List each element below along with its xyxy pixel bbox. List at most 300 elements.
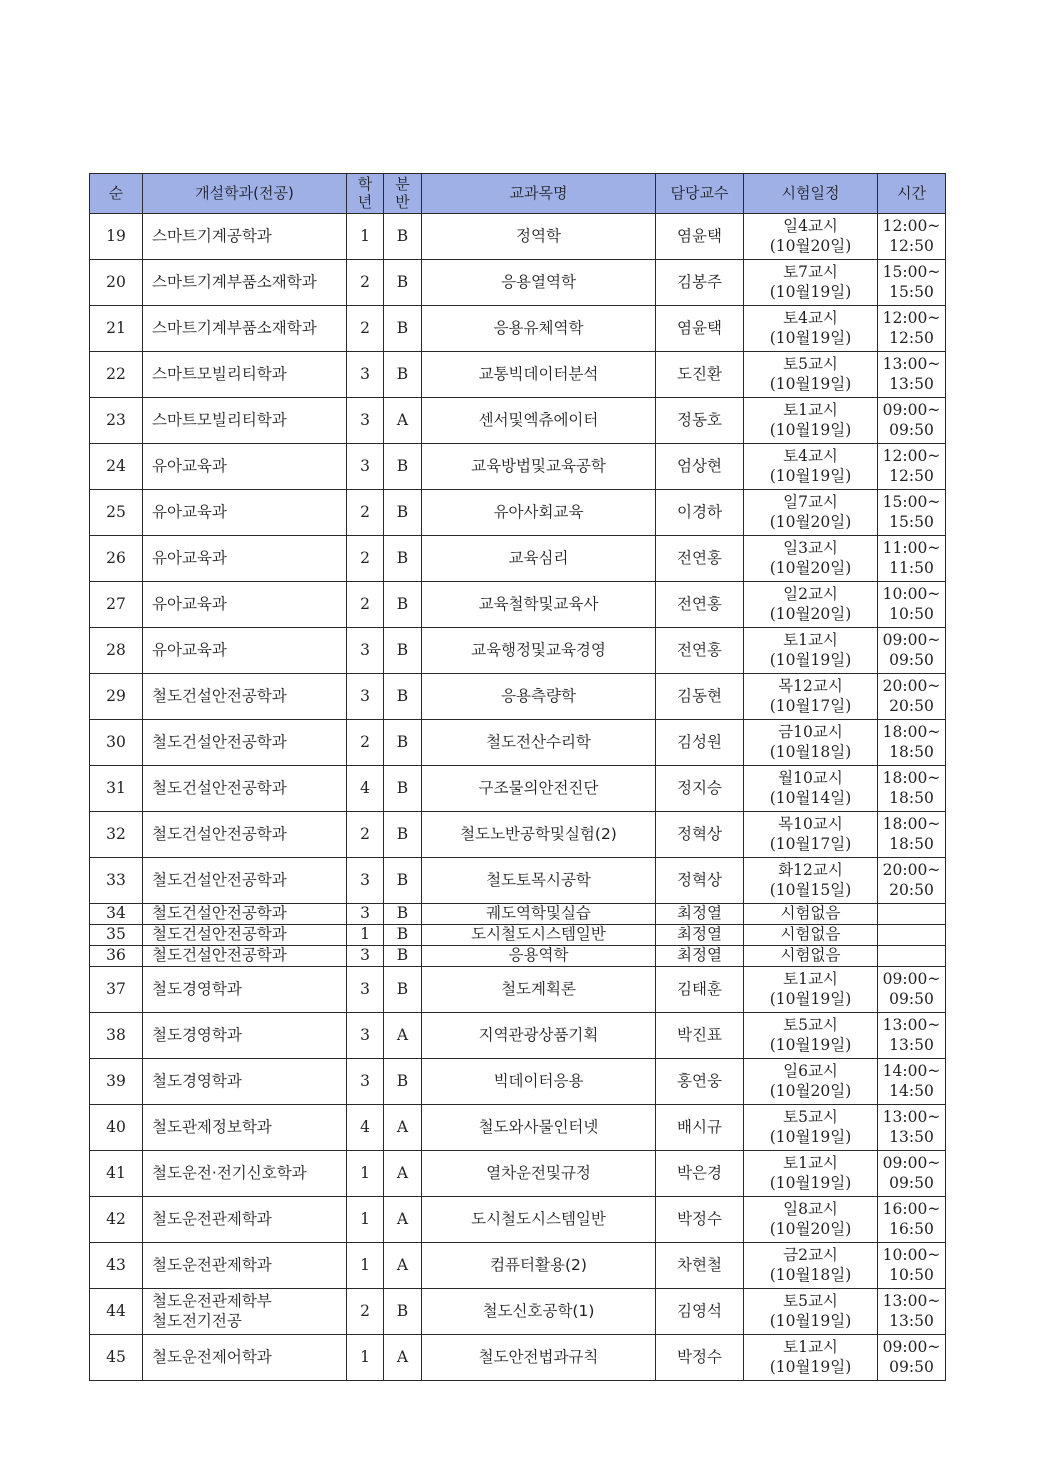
- cell-section: B: [384, 260, 422, 306]
- exam-line: 일7교시: [783, 493, 838, 512]
- cell-no: 41: [90, 1151, 143, 1197]
- cell-section: A: [384, 1013, 422, 1059]
- dept-line: 철도경영학과: [152, 979, 242, 998]
- cell-no: 25: [90, 490, 143, 536]
- header-row: [90, 174, 946, 214]
- cell-course: 응용측량학: [422, 674, 656, 720]
- cell-professor: 박진표: [656, 1013, 744, 1059]
- table-row: [90, 536, 946, 582]
- exam-line: (10월19일): [769, 374, 852, 393]
- time-line: 09:00~: [882, 631, 941, 650]
- cell-exam-schedule: [744, 214, 878, 260]
- dept-line: 철도건설안전공학과: [152, 686, 287, 705]
- cell-dept: [143, 766, 347, 812]
- dept-line: 철도경영학과: [152, 1071, 242, 1090]
- cell-section: B: [384, 536, 422, 582]
- table-row: [90, 398, 946, 444]
- cell-course: 도시철도시스템일반: [422, 925, 656, 946]
- cell-professor: 전연홍: [656, 536, 744, 582]
- time-line: 14:00~: [882, 1062, 941, 1081]
- time-line: 13:50: [889, 1311, 934, 1330]
- cell-professor: 최정열: [656, 946, 744, 967]
- cell-time: [878, 1197, 946, 1243]
- cell-time: [878, 490, 946, 536]
- time-line: 13:50: [889, 1127, 934, 1146]
- dept-line: 스마트모빌리티학과: [152, 410, 287, 429]
- cell-course: 궤도역학및실습: [422, 904, 656, 925]
- cell-no: 29: [90, 674, 143, 720]
- cell-year: 1: [347, 1335, 384, 1381]
- exam-line: 일4교시: [783, 217, 838, 236]
- cell-year: 2: [347, 1289, 384, 1335]
- time-line: 18:50: [889, 742, 934, 761]
- cell-professor: 김성원: [656, 720, 744, 766]
- cell-dept: [143, 1059, 347, 1105]
- cell-course: 빅데이터응용: [422, 1059, 656, 1105]
- exam-line: (10월20일): [769, 236, 852, 255]
- cell-exam-schedule: [744, 444, 878, 490]
- header-course: 교과목명: [422, 174, 656, 214]
- cell-exam-schedule: [744, 858, 878, 904]
- cell-dept: [143, 967, 347, 1013]
- cell-dept: [143, 925, 347, 946]
- exam-line: (10월14일): [769, 788, 852, 807]
- cell-dept: [143, 352, 347, 398]
- cell-dept: [143, 858, 347, 904]
- header-section: [384, 174, 422, 214]
- cell-exam-schedule: [744, 1151, 878, 1197]
- time-line: 16:00~: [882, 1200, 941, 1219]
- cell-time: [878, 858, 946, 904]
- cell-time: [878, 812, 946, 858]
- table-row: [90, 214, 946, 260]
- header-dept: 개설학과(전공): [143, 174, 347, 214]
- cell-course: 철도안전법과규칙: [422, 1335, 656, 1381]
- header-exam-schedule: 시험일정: [744, 174, 878, 214]
- header-section-line: 반: [395, 192, 410, 211]
- cell-exam-schedule: [744, 1335, 878, 1381]
- table-row: [90, 766, 946, 812]
- exam-line: 토5교시: [783, 1108, 838, 1127]
- cell-year: 2: [347, 812, 384, 858]
- exam-line: (10월19일): [769, 1357, 852, 1376]
- cell-time: [878, 536, 946, 582]
- cell-professor: 김영석: [656, 1289, 744, 1335]
- cell-year: 3: [347, 352, 384, 398]
- dept-line: 유아교육과: [152, 502, 227, 521]
- cell-course: 응용역학: [422, 946, 656, 967]
- cell-time: [878, 306, 946, 352]
- exam-line: (10월19일): [769, 1127, 852, 1146]
- dept-line: 스마트기계공학과: [152, 226, 272, 245]
- time-line: 12:50: [889, 328, 934, 347]
- time-line: 12:50: [889, 466, 934, 485]
- cell-professor: 전연홍: [656, 628, 744, 674]
- cell-professor: 김동현: [656, 674, 744, 720]
- cell-dept: [143, 582, 347, 628]
- cell-section: B: [384, 946, 422, 967]
- cell-no: 31: [90, 766, 143, 812]
- dept-line: 스마트기계부품소재학과: [152, 272, 317, 291]
- cell-exam-schedule: [744, 1197, 878, 1243]
- dept-line: 철도건설안전공학과: [152, 946, 287, 965]
- time-line: 10:00~: [882, 585, 941, 604]
- cell-year: 3: [347, 628, 384, 674]
- cell-time: [878, 766, 946, 812]
- cell-professor: 김봉주: [656, 260, 744, 306]
- dept-line: 철도건설안전공학과: [152, 732, 287, 751]
- table-row: [90, 260, 946, 306]
- cell-no: 43: [90, 1243, 143, 1289]
- cell-no: 38: [90, 1013, 143, 1059]
- cell-section: B: [384, 582, 422, 628]
- cell-section: A: [384, 398, 422, 444]
- time-line: 09:50: [889, 1357, 934, 1376]
- cell-no: 30: [90, 720, 143, 766]
- table-row: [90, 1059, 946, 1105]
- exam-line: (10월19일): [769, 420, 852, 439]
- cell-section: A: [384, 1335, 422, 1381]
- cell-course: 철도와사물인터넷: [422, 1105, 656, 1151]
- cell-exam-schedule: [744, 766, 878, 812]
- exam-line: 토1교시: [783, 401, 838, 420]
- cell-exam-schedule: [744, 1243, 878, 1289]
- exam-line: 목10교시: [778, 815, 843, 834]
- exam-line: (10월19일): [769, 989, 852, 1008]
- time-line: 14:50: [889, 1081, 934, 1100]
- table-row: [90, 490, 946, 536]
- cell-year: 3: [347, 858, 384, 904]
- time-line: 09:50: [889, 989, 934, 1008]
- time-line: 15:50: [889, 512, 934, 531]
- time-line: 18:00~: [882, 723, 941, 742]
- cell-exam-schedule: [744, 352, 878, 398]
- cell-section: B: [384, 306, 422, 352]
- cell-time: [878, 904, 946, 925]
- exam-line: (10월20일): [769, 604, 852, 623]
- cell-no: 24: [90, 444, 143, 490]
- cell-dept: [143, 1335, 347, 1381]
- cell-course: 센서및엑츄에이터: [422, 398, 656, 444]
- cell-year: 3: [347, 398, 384, 444]
- exam-line: (10월19일): [769, 466, 852, 485]
- time-line: 10:50: [889, 1265, 934, 1284]
- cell-time: [878, 444, 946, 490]
- exam-line: 화12교시: [778, 861, 843, 880]
- cell-professor: 전연홍: [656, 582, 744, 628]
- cell-exam-schedule: [744, 490, 878, 536]
- cell-section: B: [384, 1289, 422, 1335]
- cell-section: A: [384, 1105, 422, 1151]
- cell-professor: 도진환: [656, 352, 744, 398]
- cell-year: 3: [347, 1013, 384, 1059]
- cell-section: B: [384, 352, 422, 398]
- cell-exam-schedule: [744, 812, 878, 858]
- cell-year: 2: [347, 306, 384, 352]
- dept-line: 유아교육과: [152, 640, 227, 659]
- time-line: 10:50: [889, 604, 934, 623]
- cell-time: [878, 1335, 946, 1381]
- cell-dept: [143, 306, 347, 352]
- time-line: 09:50: [889, 650, 934, 669]
- time-line: 15:00~: [882, 493, 941, 512]
- exam-line: 토7교시: [783, 263, 838, 282]
- cell-course: 교육심리: [422, 536, 656, 582]
- time-line: 10:00~: [882, 1246, 941, 1265]
- cell-section: B: [384, 1059, 422, 1105]
- cell-dept: [143, 398, 347, 444]
- cell-professor: 엄상현: [656, 444, 744, 490]
- cell-exam-schedule: [744, 582, 878, 628]
- cell-course: 정역학: [422, 214, 656, 260]
- cell-course: 철도토목시공학: [422, 858, 656, 904]
- exam-line: (10월19일): [769, 1311, 852, 1330]
- cell-exam-schedule: [744, 946, 878, 967]
- time-line: 18:00~: [882, 815, 941, 834]
- cell-exam-schedule: [744, 536, 878, 582]
- time-line: 18:50: [889, 788, 934, 807]
- cell-no: 23: [90, 398, 143, 444]
- cell-no: 37: [90, 967, 143, 1013]
- cell-course: 교육행정및교육경영: [422, 628, 656, 674]
- cell-no: 36: [90, 946, 143, 967]
- exam-line: (10월19일): [769, 282, 852, 301]
- cell-section: B: [384, 812, 422, 858]
- cell-professor: 박은경: [656, 1151, 744, 1197]
- cell-time: [878, 674, 946, 720]
- cell-exam-schedule: [744, 967, 878, 1013]
- table-row: [90, 1289, 946, 1335]
- time-line: 09:00~: [882, 401, 941, 420]
- table-row: [90, 1151, 946, 1197]
- time-line: 11:50: [889, 558, 934, 577]
- time-line: 18:50: [889, 834, 934, 853]
- dept-line: 스마트모빌리티학과: [152, 364, 287, 383]
- time-line: 20:00~: [882, 677, 941, 696]
- exam-line: 금10교시: [778, 723, 843, 742]
- cell-dept: [143, 260, 347, 306]
- cell-year: 3: [347, 946, 384, 967]
- exam-line: (10월19일): [769, 1173, 852, 1192]
- cell-exam-schedule: [744, 1289, 878, 1335]
- cell-course: 철도전산수리학: [422, 720, 656, 766]
- cell-professor: 배시규: [656, 1105, 744, 1151]
- dept-line: 철도운전관제학과: [152, 1255, 272, 1274]
- exam-line: 시험없음: [780, 904, 841, 923]
- exam-line: (10월18일): [769, 1265, 852, 1284]
- time-line: 12:00~: [882, 309, 941, 328]
- cell-section: B: [384, 628, 422, 674]
- dept-line: 철도전기전공: [152, 1311, 242, 1330]
- table-row: [90, 444, 946, 490]
- dept-line: 철도운전·전기신호학과: [152, 1163, 307, 1182]
- table-row: [90, 306, 946, 352]
- cell-no: 39: [90, 1059, 143, 1105]
- header-professor: 담당교수: [656, 174, 744, 214]
- time-line: 09:50: [889, 420, 934, 439]
- cell-year: 2: [347, 260, 384, 306]
- exam-line: 토1교시: [783, 631, 838, 650]
- cell-year: 2: [347, 582, 384, 628]
- cell-course: 열차운전및규정: [422, 1151, 656, 1197]
- cell-exam-schedule: [744, 398, 878, 444]
- cell-year: 2: [347, 720, 384, 766]
- time-line: 18:00~: [882, 769, 941, 788]
- cell-time: [878, 1151, 946, 1197]
- cell-course: 철도노반공학및실험(2): [422, 812, 656, 858]
- table-row: [90, 628, 946, 674]
- cell-time: [878, 628, 946, 674]
- time-line: 11:00~: [882, 539, 941, 558]
- exam-line: 일2교시: [783, 585, 838, 604]
- table-row: [90, 1335, 946, 1381]
- exam-line: 토4교시: [783, 309, 838, 328]
- time-line: 13:50: [889, 1035, 934, 1054]
- exam-schedule-table: [89, 173, 946, 1381]
- cell-professor: 최정열: [656, 904, 744, 925]
- cell-no: 22: [90, 352, 143, 398]
- cell-exam-schedule: [744, 720, 878, 766]
- exam-line: (10월19일): [769, 1035, 852, 1054]
- exam-line: (10월17일): [769, 696, 852, 715]
- exam-line: 일3교시: [783, 539, 838, 558]
- dept-line: 철도건설안전공학과: [152, 904, 287, 923]
- cell-time: [878, 1289, 946, 1335]
- exam-line: 시험없음: [780, 925, 841, 944]
- cell-year: 1: [347, 925, 384, 946]
- cell-professor: 염윤택: [656, 214, 744, 260]
- time-line: 13:00~: [882, 1292, 941, 1311]
- cell-time: [878, 925, 946, 946]
- time-line: 20:00~: [882, 861, 941, 880]
- cell-time: [878, 260, 946, 306]
- cell-no: 34: [90, 904, 143, 925]
- cell-section: B: [384, 858, 422, 904]
- cell-no: 32: [90, 812, 143, 858]
- cell-dept: [143, 536, 347, 582]
- dept-line: 유아교육과: [152, 548, 227, 567]
- exam-line: (10월20일): [769, 512, 852, 531]
- cell-year: 1: [347, 1243, 384, 1289]
- cell-dept: [143, 674, 347, 720]
- cell-professor: 차현철: [656, 1243, 744, 1289]
- cell-professor: 최정열: [656, 925, 744, 946]
- cell-exam-schedule: [744, 1105, 878, 1151]
- time-line: 12:00~: [882, 447, 941, 466]
- header-no: 순: [90, 174, 143, 214]
- cell-exam-schedule: [744, 306, 878, 352]
- cell-time: [878, 967, 946, 1013]
- cell-course: 응용열역학: [422, 260, 656, 306]
- cell-exam-schedule: [744, 260, 878, 306]
- cell-course: 유아사회교육: [422, 490, 656, 536]
- time-line: 13:00~: [882, 1108, 941, 1127]
- cell-time: [878, 1243, 946, 1289]
- cell-no: 35: [90, 925, 143, 946]
- cell-course: 응용유체역학: [422, 306, 656, 352]
- time-line: 13:00~: [882, 1016, 941, 1035]
- cell-professor: 정혁상: [656, 812, 744, 858]
- exam-line: 금2교시: [783, 1246, 838, 1265]
- dept-line: 철도건설안전공학과: [152, 824, 287, 843]
- cell-dept: [143, 1197, 347, 1243]
- time-line: 09:00~: [882, 970, 941, 989]
- table-row: [90, 1197, 946, 1243]
- cell-exam-schedule: [744, 904, 878, 925]
- time-line: 13:50: [889, 374, 934, 393]
- cell-year: 1: [347, 1197, 384, 1243]
- cell-year: 3: [347, 967, 384, 1013]
- time-line: 15:00~: [882, 263, 941, 282]
- header-year: [347, 174, 384, 214]
- dept-line: 유아교육과: [152, 594, 227, 613]
- cell-no: 20: [90, 260, 143, 306]
- cell-no: 27: [90, 582, 143, 628]
- cell-year: 3: [347, 1059, 384, 1105]
- cell-dept: [143, 490, 347, 536]
- cell-course: 철도계획론: [422, 967, 656, 1013]
- cell-dept: [143, 1243, 347, 1289]
- exam-line: (10월18일): [769, 742, 852, 761]
- cell-section: B: [384, 925, 422, 946]
- cell-course: 교통빅데이터분석: [422, 352, 656, 398]
- cell-section: A: [384, 1151, 422, 1197]
- cell-section: A: [384, 1243, 422, 1289]
- time-line: 15:50: [889, 282, 934, 301]
- cell-professor: 김태훈: [656, 967, 744, 1013]
- cell-year: 4: [347, 1105, 384, 1151]
- cell-professor: 박정수: [656, 1335, 744, 1381]
- cell-time: [878, 1105, 946, 1151]
- cell-time: [878, 1013, 946, 1059]
- exam-line: (10월15일): [769, 880, 852, 899]
- exam-line: (10월19일): [769, 650, 852, 669]
- time-line: 20:50: [889, 880, 934, 899]
- cell-year: 2: [347, 536, 384, 582]
- exam-line: 시험없음: [780, 946, 841, 965]
- dept-line: 철도운전관제학부: [152, 1292, 272, 1311]
- header-year-line: 학: [357, 175, 373, 194]
- dept-line: 철도운전제어학과: [152, 1347, 272, 1366]
- time-line: 12:00~: [882, 217, 941, 236]
- table-row: [90, 946, 946, 967]
- cell-dept: [143, 720, 347, 766]
- table-row: [90, 582, 946, 628]
- header-year-line: 년: [357, 192, 373, 211]
- cell-professor: 홍연웅: [656, 1059, 744, 1105]
- exam-line: 토1교시: [783, 1338, 838, 1357]
- cell-section: B: [384, 967, 422, 1013]
- cell-no: 19: [90, 214, 143, 260]
- cell-no: 42: [90, 1197, 143, 1243]
- dept-line: 철도건설안전공학과: [152, 925, 287, 944]
- cell-course: 교육철학및교육사: [422, 582, 656, 628]
- cell-course: 구조물의안전진단: [422, 766, 656, 812]
- cell-time: [878, 352, 946, 398]
- exam-line: 일6교시: [783, 1062, 838, 1081]
- cell-no: 45: [90, 1335, 143, 1381]
- exam-line: 토4교시: [783, 447, 838, 466]
- table-row: [90, 925, 946, 946]
- table-row: [90, 1105, 946, 1151]
- cell-professor: 정동호: [656, 398, 744, 444]
- cell-no: 26: [90, 536, 143, 582]
- cell-professor: 정지승: [656, 766, 744, 812]
- cell-dept: [143, 1105, 347, 1151]
- cell-year: 3: [347, 444, 384, 490]
- exam-line: 일8교시: [783, 1200, 838, 1219]
- cell-dept: [143, 1151, 347, 1197]
